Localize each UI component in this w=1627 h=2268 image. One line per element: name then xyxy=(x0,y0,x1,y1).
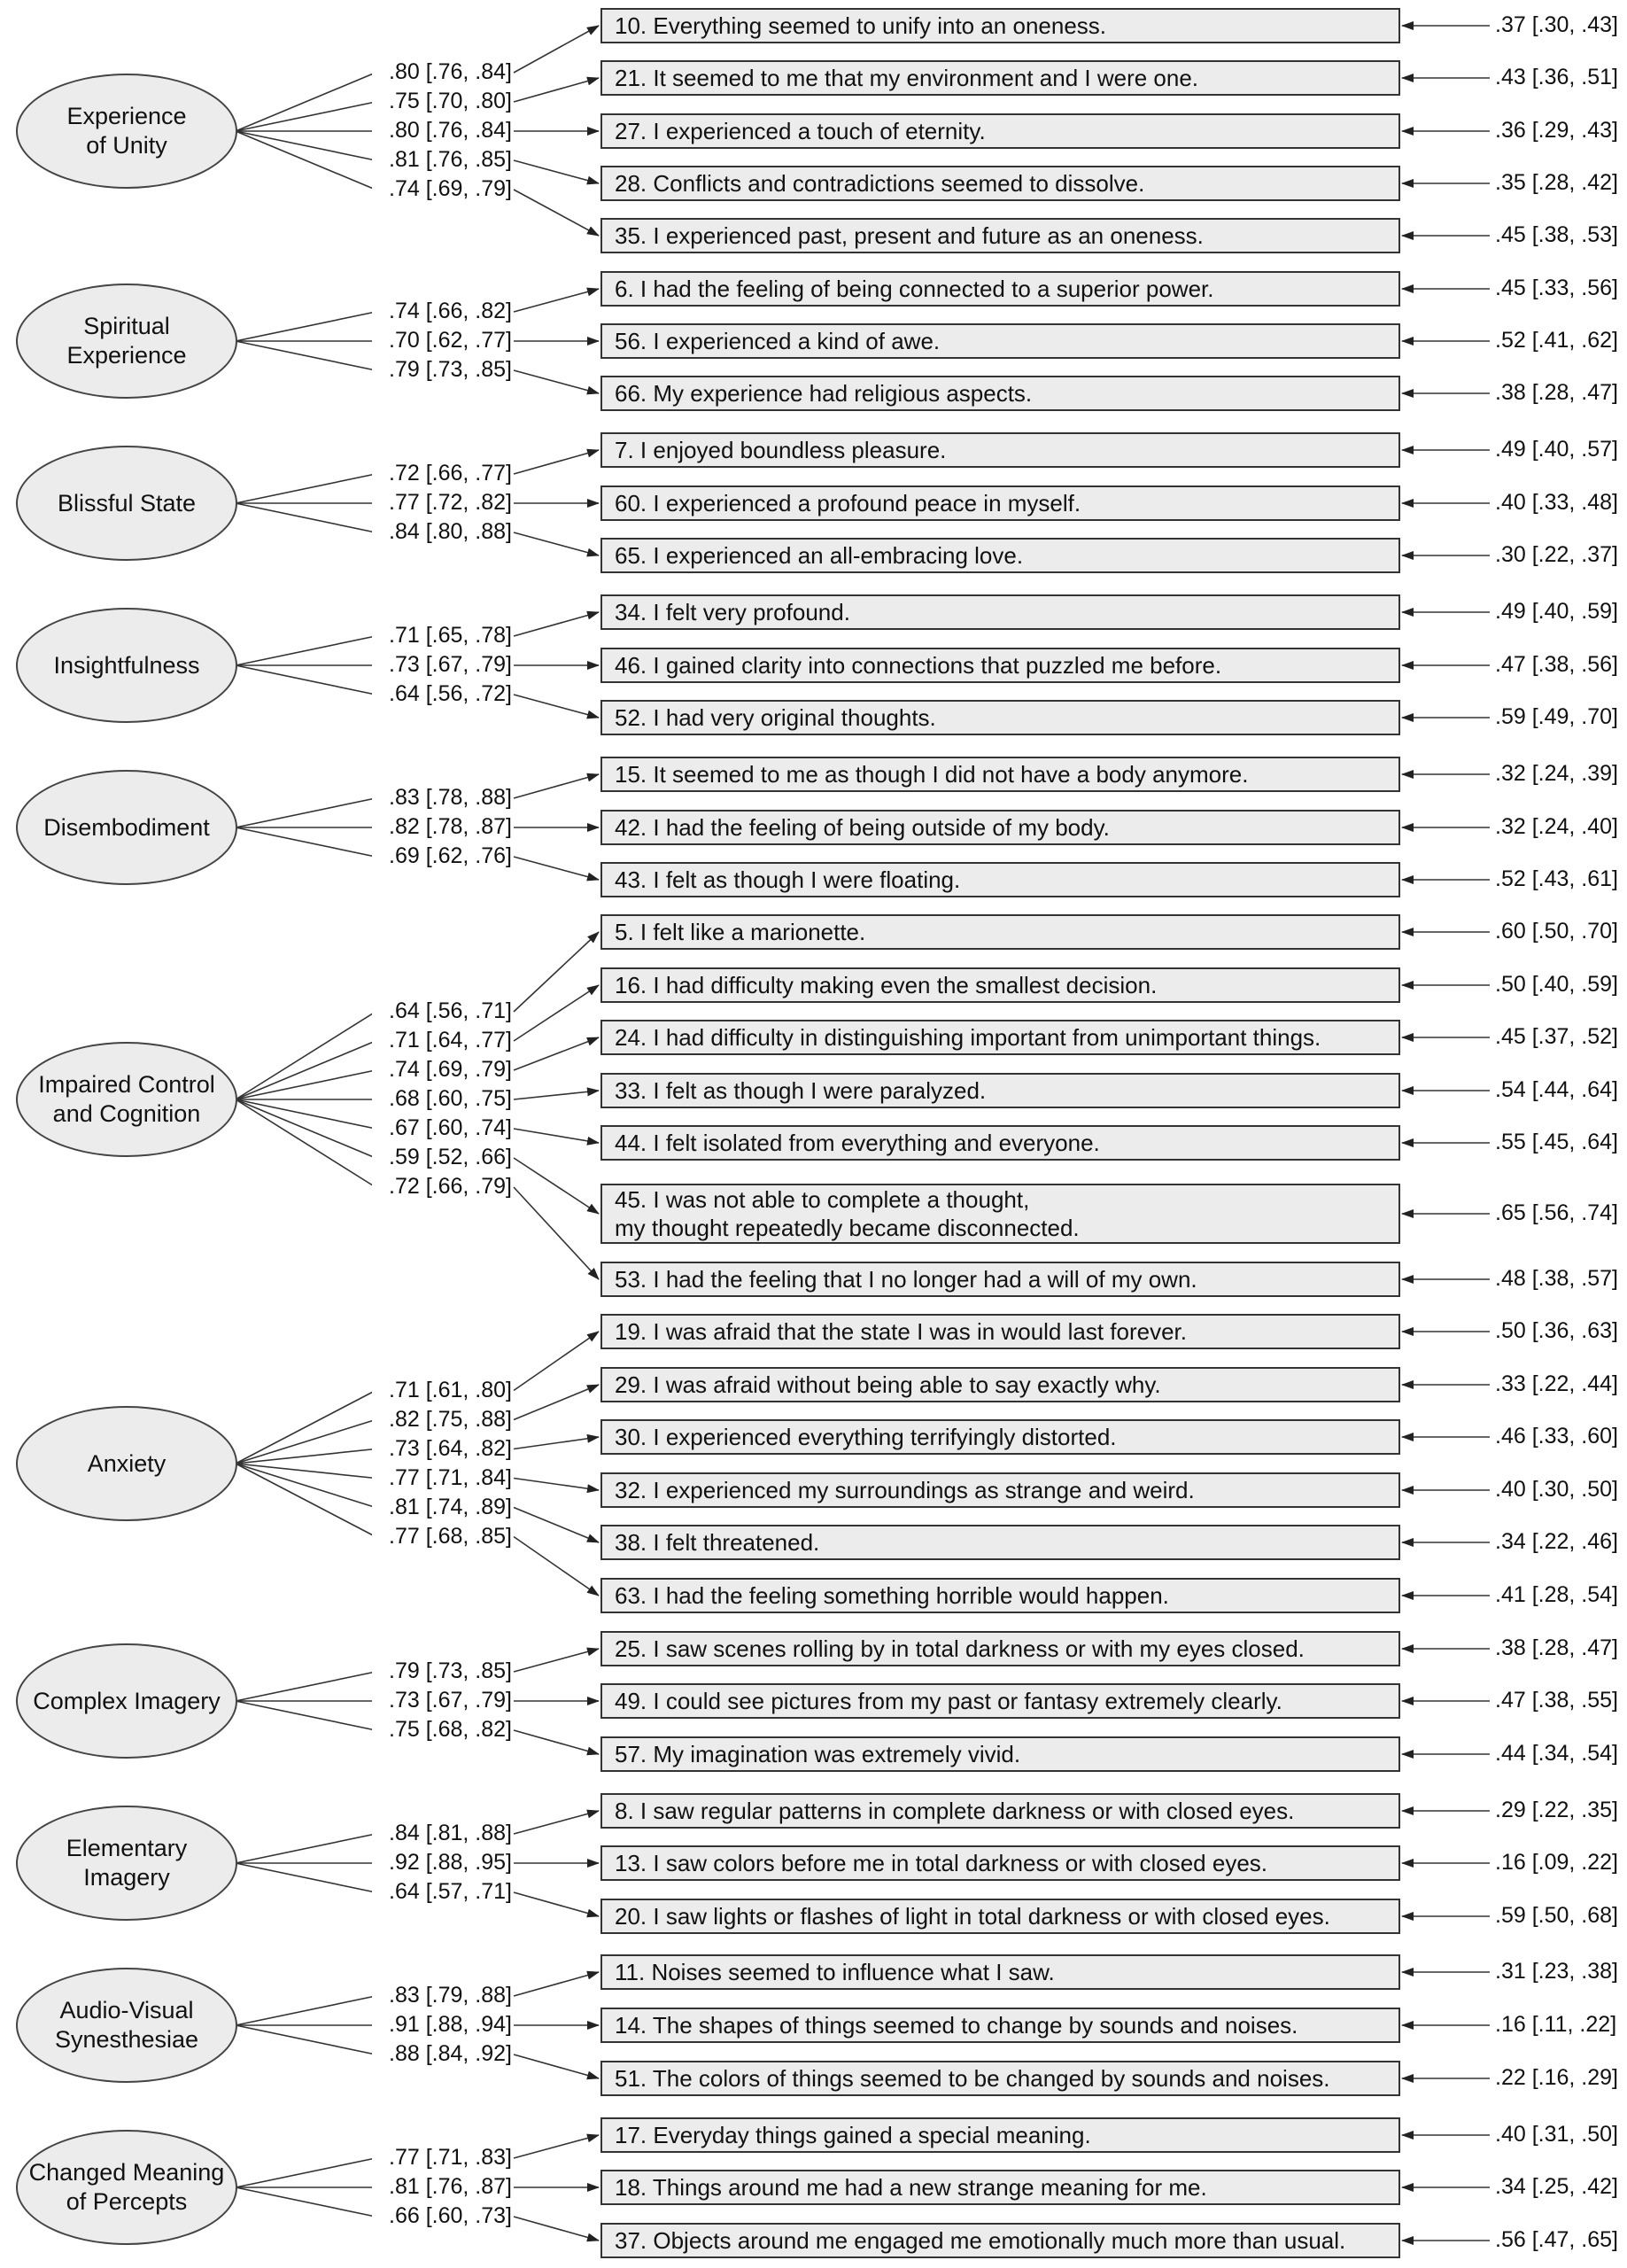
error-variance-label: .32 [.24, .39] xyxy=(1495,761,1618,786)
factor-loading-label: .75 [.68, .82] xyxy=(372,1718,512,1742)
factor-loading-label: .71 [.65, .78] xyxy=(372,624,512,648)
factor-label: Blissful State xyxy=(57,489,197,517)
factor-loading-label: .79 [.73, .85] xyxy=(372,358,512,382)
item-box: 56. I experienced a kind of awe. xyxy=(600,323,1400,359)
item-box: 51. The colors of things seemed to be changed by sounds and noises. xyxy=(600,2061,1400,2096)
error-variance-label: .49 [.40, .57] xyxy=(1495,437,1618,462)
item-box: 15. It seemed to me as though I did not have a body anymore. xyxy=(600,757,1400,792)
factor-loading-label: .72 [.66, .79] xyxy=(372,1175,512,1199)
item-box: 53. I had the feeling that I no longer had a will of my own. xyxy=(600,1262,1400,1297)
error-variance-label: .49 [.40, .59] xyxy=(1495,599,1618,624)
factor-loading-label: .82 [.78, .87] xyxy=(372,815,512,839)
item-box: 34. I felt very profound. xyxy=(600,594,1400,630)
item-box: 30. I experienced everything terrifyingly distorted. xyxy=(600,1419,1400,1455)
item-box: 24. I had difficulty in distinguishing important from unimportant things. xyxy=(600,1020,1400,1055)
error-variance-label: .45 [.38, .53] xyxy=(1495,222,1618,247)
error-variance-label: .34 [.25, .42] xyxy=(1495,2174,1618,2199)
factor-loading-label: .66 [.60, .73] xyxy=(372,2204,512,2228)
item-box: 20. I saw lights or flashes of light in total darkness or with closed eyes. xyxy=(600,1899,1400,1934)
item-box: 21. It seemed to me that my environment and I were one. xyxy=(600,60,1400,96)
error-variance-label: .32 [.24, .40] xyxy=(1495,814,1618,839)
item-box: 66. My experience had religious aspects. xyxy=(600,376,1400,411)
factor-loading-label: .64 [.57, .71] xyxy=(372,1880,512,1904)
factor-label: Anxiety xyxy=(87,1449,167,1477)
item-box: 18. Things around me had a new strange meaning for me. xyxy=(600,2170,1400,2205)
factor-label: Impaired Control and Cognition xyxy=(38,1071,215,1127)
factor-loading-label: .92 [.88, .95] xyxy=(372,1851,512,1875)
item-box: 37. Objects around me engaged me emotionally much more than usual. xyxy=(600,2223,1400,2258)
factor-loading-label: .70 [.62, .77] xyxy=(372,329,512,353)
error-variance-label: .55 [.45, .64] xyxy=(1495,1130,1618,1154)
factor-loading-label: .83 [.79, .88] xyxy=(372,1984,512,2008)
item-box: 6. I had the feeling of being connected to a superior power. xyxy=(600,271,1400,307)
factor-loading-label: .74 [.69, .79] xyxy=(372,1058,512,1082)
factor-loading-label: .82 [.75, .88] xyxy=(372,1408,512,1432)
factor-loading-label: .77 [.71, .83] xyxy=(372,2146,512,2170)
item-box: 8. I saw regular patterns in complete darkness or with closed eyes. xyxy=(600,1793,1400,1829)
factor-loading-label: .74 [.69, .79] xyxy=(372,177,512,201)
error-variance-label: .65 [.56, .74] xyxy=(1495,1200,1618,1225)
factor-label: Elementary Imagery xyxy=(66,1835,188,1891)
error-variance-label: .16 [.11, .22] xyxy=(1495,2012,1617,2037)
item-box: 17. Everyday things gained a special meaning. xyxy=(600,2117,1400,2153)
item-box: 45. I was not able to complete a thought, my thought repeatedly became disconnected. xyxy=(600,1184,1400,1244)
factor-label: Complex Imagery xyxy=(33,1687,221,1714)
item-box: 19. I was afraid that the state I was in would last forever. xyxy=(600,1314,1400,1349)
factor-ellipse xyxy=(16,446,237,561)
factor-loading-label: .80 [.76, .84] xyxy=(372,119,512,143)
item-box: 35. I experienced past, present and future as an oneness. xyxy=(600,218,1400,253)
factor-label: Insightfulness xyxy=(53,651,200,679)
factor-loading-label: .91 [.88, .94] xyxy=(372,2013,512,2037)
item-box: 44. I felt isolated from everything and everyone. xyxy=(600,1125,1400,1161)
factor-loading-label: .73 [.67, .79] xyxy=(372,1689,512,1713)
item-box: 7. I enjoyed boundless pleasure. xyxy=(600,432,1400,468)
item-box: 46. I gained clarity into connections that puzzled me before. xyxy=(600,648,1400,683)
factor-loading-label: .75 [.70, .80] xyxy=(372,89,512,113)
item-box: 10. Everything seemed to unify into an oneness. xyxy=(600,8,1400,43)
factor-ellipse xyxy=(16,1406,237,1521)
item-box: 52. I had very original thoughts. xyxy=(600,700,1400,735)
factor-loading-label: .68 [.60, .75] xyxy=(372,1087,512,1111)
item-box: 25. I saw scenes rolling by in total darkness or with my eyes closed. xyxy=(600,1631,1400,1666)
item-box: 49. I could see pictures from my past or fantasy extremely clearly. xyxy=(600,1683,1400,1719)
factor-loading-label: .80 [.76, .84] xyxy=(372,60,512,84)
error-variance-label: .52 [.43, .61] xyxy=(1495,866,1618,891)
factor-loading-label: .81 [.76, .85] xyxy=(372,148,512,172)
error-variance-label: .41 [.28, .54] xyxy=(1495,1582,1618,1607)
factor-loading-label: .81 [.76, .87] xyxy=(372,2175,512,2199)
item-box: 11. Noises seemed to influence what I saw. xyxy=(600,1954,1400,1990)
error-variance-label: .50 [.36, .63] xyxy=(1495,1318,1618,1343)
error-variance-label: .34 [.22, .46] xyxy=(1495,1529,1618,1554)
error-variance-label: .31 [.23, .38] xyxy=(1495,1959,1618,1984)
error-variance-label: .45 [.37, .52] xyxy=(1495,1024,1618,1049)
factor-loading-label: .64 [.56, .71] xyxy=(372,999,512,1023)
error-variance-label: .36 [.29, .43] xyxy=(1495,118,1618,143)
error-variance-label: .50 [.40, .59] xyxy=(1495,972,1618,997)
item-box: 14. The shapes of things seemed to change by sounds and noises. xyxy=(600,2008,1400,2043)
factor-loading-label: .77 [.71, .84] xyxy=(372,1466,512,1490)
error-variance-label: .47 [.38, .56] xyxy=(1495,652,1618,677)
error-variance-label: .43 [.36, .51] xyxy=(1495,65,1618,89)
factor-ellipse xyxy=(16,1042,237,1157)
item-box: 65. I experienced an all-embracing love. xyxy=(600,538,1400,573)
item-box: 28. Conflicts and contradictions seemed to dissolve. xyxy=(600,166,1400,201)
error-variance-label: .38 [.28, .47] xyxy=(1495,1635,1618,1660)
factor-loading-label: .69 [.62, .76] xyxy=(372,844,512,868)
factor-loading-label: .84 [.81, .88] xyxy=(372,1821,512,1845)
error-variance-label: .45 [.33, .56] xyxy=(1495,276,1618,300)
error-variance-label: .35 [.28, .42] xyxy=(1495,170,1618,195)
factor-label: Experience of Unity xyxy=(66,103,187,159)
error-variance-label: .33 [.22, .44] xyxy=(1495,1371,1618,1396)
factor-loading-label: .71 [.64, .77] xyxy=(372,1029,512,1052)
factor-loading-label: .73 [.64, .82] xyxy=(372,1437,512,1461)
error-variance-label: .56 [.47, .65] xyxy=(1495,2227,1618,2252)
error-variance-label: .40 [.33, .48] xyxy=(1495,490,1618,515)
error-variance-label: .22 [.16, .29] xyxy=(1495,2065,1618,2090)
factor-loading-label: .59 [.52, .66] xyxy=(372,1146,512,1169)
error-variance-label: .52 [.41, .62] xyxy=(1495,328,1618,353)
factor-loading-label: .81 [.74, .89] xyxy=(372,1495,512,1519)
item-box: 57. My imagination was extremely vivid. xyxy=(600,1736,1400,1772)
error-variance-label: .38 [.28, .47] xyxy=(1495,380,1618,405)
item-box: 27. I experienced a touch of eternity. xyxy=(600,113,1400,149)
factor-ellipse xyxy=(16,1643,237,1759)
factor-loading-label: .84 [.80, .88] xyxy=(372,520,512,544)
error-variance-label: .59 [.50, .68] xyxy=(1495,1903,1618,1928)
factor-loading-label: .71 [.61, .80] xyxy=(372,1379,512,1402)
error-variance-label: .46 [.33, .60] xyxy=(1495,1424,1618,1449)
factor-label: Disembodiment xyxy=(43,813,210,841)
factor-loading-label: .74 [.66, .82] xyxy=(372,299,512,323)
factor-loading-label: .72 [.66, .77] xyxy=(372,462,512,485)
factor-loading-label: .73 [.67, .79] xyxy=(372,653,512,677)
factor-loading-label: .77 [.72, .82] xyxy=(372,491,512,515)
error-variance-label: .44 [.34, .54] xyxy=(1495,1741,1618,1766)
item-box: 43. I felt as though I were floating. xyxy=(600,862,1400,897)
error-variance-label: .40 [.30, .50] xyxy=(1495,1477,1618,1502)
factor-loading-label: .67 [.60, .74] xyxy=(372,1116,512,1140)
item-box: 5. I felt like a marionette. xyxy=(600,914,1400,950)
item-box: 63. I had the feeling something horrible would happen. xyxy=(600,1578,1400,1613)
item-box: 16. I had difficulty making even the smallest decision. xyxy=(600,967,1400,1003)
error-variance-label: .59 [.49, .70] xyxy=(1495,704,1618,729)
error-variance-label: .37 [.30, .43] xyxy=(1495,12,1618,37)
item-box: 38. I felt threatened. xyxy=(600,1525,1400,1560)
error-variance-label: .54 [.44, .64] xyxy=(1495,1077,1618,1102)
factor-ellipse xyxy=(16,608,237,723)
factor-loading-label: .64 [.56, .72] xyxy=(372,682,512,706)
item-box: 60. I experienced a profound peace in myself. xyxy=(600,485,1400,521)
factor-label: Audio-Visual Synesthesiae xyxy=(54,1997,199,2053)
factor-ellipse xyxy=(16,74,237,189)
factor-ellipse xyxy=(16,2130,237,2245)
item-box: 29. I was afraid without being able to say exactly why. xyxy=(600,1367,1400,1402)
factor-loading-label: .77 [.68, .85] xyxy=(372,1525,512,1549)
item-box: 33. I felt as though I were paralyzed. xyxy=(600,1073,1400,1108)
error-variance-label: .30 [.22, .37] xyxy=(1495,542,1618,567)
error-variance-label: .16 [.09, .22] xyxy=(1495,1850,1618,1875)
item-box: 42. I had the feeling of being outside of my body. xyxy=(600,810,1400,845)
error-variance-label: .47 [.38, .55] xyxy=(1495,1688,1618,1713)
factor-label: Changed Meaning of Percepts xyxy=(28,2159,225,2215)
factor-label: Spiritual Experience xyxy=(66,313,187,369)
error-variance-label: .60 [.50, .70] xyxy=(1495,919,1618,944)
item-box: 13. I saw colors before me in total darkness or with closed eyes. xyxy=(600,1845,1400,1881)
factor-loading-label: .79 [.73, .85] xyxy=(372,1659,512,1683)
factor-loading-label: .88 [.84, .92] xyxy=(372,2042,512,2066)
error-variance-label: .48 [.38, .57] xyxy=(1495,1266,1618,1291)
factor-ellipse xyxy=(16,1968,237,2083)
item-box: 32. I experienced my surroundings as strange and weird. xyxy=(600,1472,1400,1508)
factor-ellipse xyxy=(16,1806,237,1921)
error-variance-label: .40 [.31, .50] xyxy=(1495,2122,1618,2147)
error-variance-label: .29 [.22, .35] xyxy=(1495,1798,1618,1822)
factor-loading-label: .83 [.78, .88] xyxy=(372,786,512,810)
factor-ellipse xyxy=(16,284,237,399)
factor-ellipse xyxy=(16,770,237,885)
